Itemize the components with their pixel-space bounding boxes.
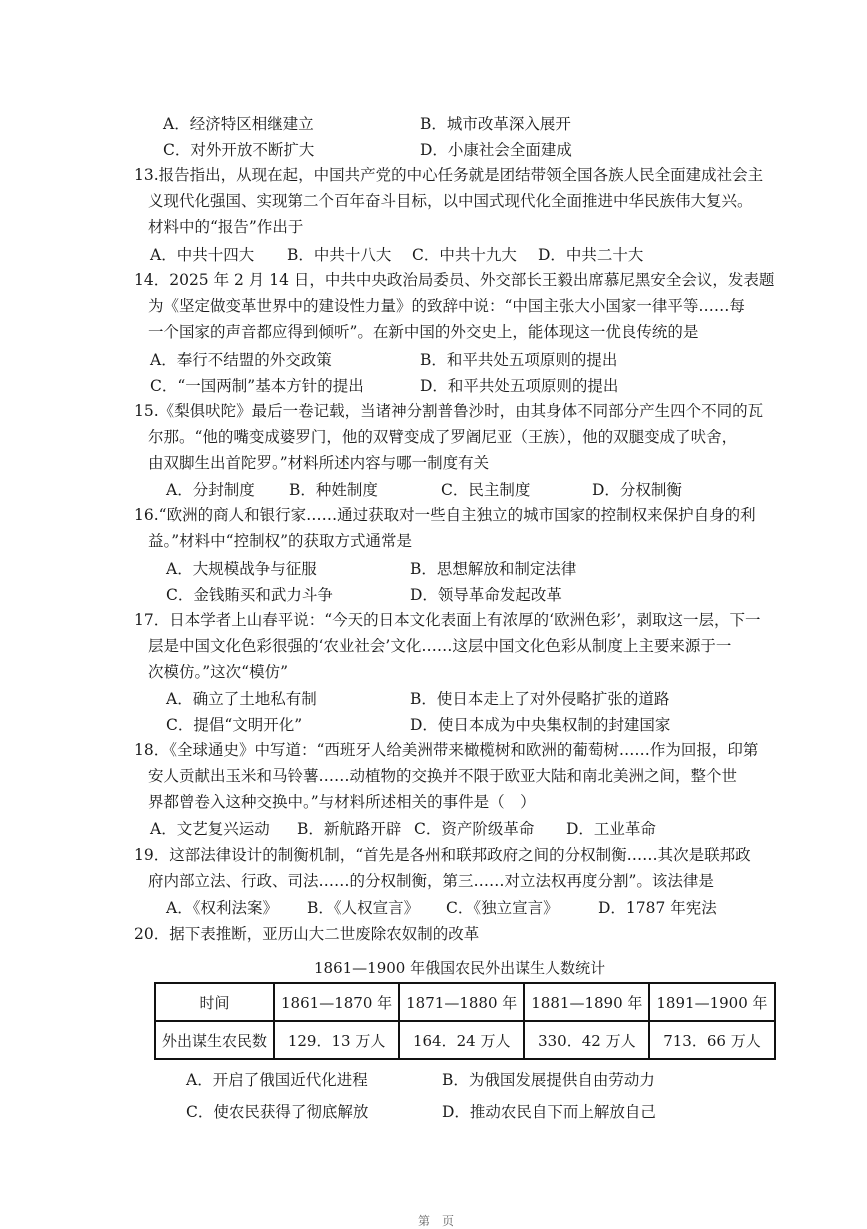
q20-option-c: C．使农民获得了彻底解放 bbox=[186, 1103, 369, 1121]
page-footer: 第 页 bbox=[418, 1214, 455, 1228]
q15-stem-line1: 15.《梨俱吠陀》最后一卷记载，当诸神分割普鲁沙时，由其身体不同部分产生四个不同的瓦 bbox=[134, 402, 764, 420]
q19-stem-line2: 府内部立法、行政、司法……的分权制衡，第三……对立法权再度分割”。该法律是 bbox=[148, 872, 714, 890]
q16-stem-line2: 益。”材料中“控制权”的获取方式通常是 bbox=[148, 532, 413, 550]
q18-stem-line2: 安人贡献出玉米和马铃薯……动植物的交换并不限于欧亚大陆和南北美洲之间，整个世 bbox=[148, 767, 738, 785]
q13-stem-line1: 13.报告指出，从现在起，中国共产党的中心任务就是团结带领全国各族人民全面建成社会主 bbox=[134, 166, 764, 184]
q14-stem-line3: 一个国家的声音都应得到倾听”。在新中国的外交史上，能体现这一优良传统的是 bbox=[148, 323, 699, 341]
q15-option-b: B．种姓制度 bbox=[289, 481, 378, 499]
table-cell: 129．13 万人 bbox=[274, 1021, 399, 1059]
q20-option-d: D．推动农民自下而上解放自己 bbox=[442, 1103, 656, 1121]
table-cell: 330．42 万人 bbox=[524, 1021, 649, 1059]
q19-option-b: B．《人权宣言》 bbox=[307, 899, 420, 917]
q17-option-c: C．提倡“文明开化” bbox=[166, 716, 303, 734]
q18-stem-line3: 界都曾卷入这种交换中。”与材料所述相关的事件是（ ） bbox=[148, 793, 536, 811]
table-header-cell: 1891—1900 年 bbox=[649, 983, 774, 1021]
q13-stem-line3: 材料中的“报告”作出于 bbox=[148, 218, 304, 236]
q17-stem-line2: 层是中国文化色彩很强的‘农业社会’文化……这层中国文化色彩从制度上主要来源于一 bbox=[148, 637, 732, 655]
table-cell: 外出谋生农民数 bbox=[155, 1021, 274, 1059]
q20-option-a: A．开启了俄国近代化进程 bbox=[186, 1071, 368, 1089]
q17-option-a: A．确立了土地私有制 bbox=[166, 690, 317, 708]
q20-option-b: B．为俄国发展提供自由劳动力 bbox=[442, 1071, 655, 1089]
q19-option-c: C．《独立宣言》 bbox=[446, 899, 559, 917]
q17-stem-line3: 次模仿。”这次“模仿” bbox=[148, 663, 289, 681]
prev-option-b: B．城市改革深入展开 bbox=[420, 115, 571, 133]
q15-stem-line2: 尔那。“他的嘴变成婆罗门，他的双臂变成了罗阇尼亚（王族），他的双腿变成了吠舍， bbox=[148, 428, 738, 446]
q14-option-c: C．“一国两制”基本方针的提出 bbox=[150, 377, 364, 395]
table-row bbox=[155, 1021, 775, 1059]
q17-option-d: D．使日本成为中央集权制的封建国家 bbox=[410, 716, 671, 734]
q14-stem-line2: 为《坚定做变革世界中的建设性力量》的致辞中说：“中国主张大小国家一律平等……每 bbox=[148, 297, 745, 315]
q19-option-a: A．《权利法案》 bbox=[166, 899, 278, 917]
q14-option-b: B．和平共处五项原则的提出 bbox=[420, 351, 618, 369]
q14-option-a: A．奉行不结盟的外交政策 bbox=[150, 351, 332, 369]
q18-stem-line1: 18．《全球通史》中写道：“西班牙人给美洲带来橄榄树和欧洲的葡萄树……作为回报，印第 bbox=[134, 741, 759, 759]
table-header-cell: 时间 bbox=[155, 983, 274, 1021]
q16-stem-line1: 16.“欧洲的商人和银行家……通过获取对一些自主独立的城市国家的控制权来保护自身的利 bbox=[134, 506, 756, 524]
q13-option-d: D．中共二十大 bbox=[538, 246, 644, 264]
q13-option-b: B．中共十八大 bbox=[287, 246, 392, 264]
q13-option-c: C．中共十九大 bbox=[412, 246, 517, 264]
table-header-row bbox=[155, 983, 775, 1021]
table-cell: 713．66 万人 bbox=[649, 1021, 774, 1059]
table-cell: 164．24 万人 bbox=[399, 1021, 524, 1059]
q18-option-b: B．新航路开辟 bbox=[297, 820, 402, 838]
table-header-cell: 1871—1880 年 bbox=[399, 983, 524, 1021]
q20-stats-table bbox=[154, 982, 776, 1060]
q17-option-b: B．使日本走上了对外侵略扩张的道路 bbox=[410, 690, 670, 708]
q20-table-title: 1861—1900 年俄国农民外出谋生人数统计 bbox=[314, 959, 606, 977]
q16-option-d: D．领导革命发起改革 bbox=[410, 586, 562, 604]
q16-option-b: B．思想解放和制定法律 bbox=[410, 560, 577, 578]
q19-option-d: D．1787 年宪法 bbox=[598, 899, 717, 917]
prev-option-a: A．经济特区相继建立 bbox=[163, 115, 314, 133]
q19-stem-line1: 19．这部法律设计的制衡机制，“首先是各州和联邦政府之间的分权制衡……其次是联邦政 bbox=[134, 846, 751, 864]
prev-option-c: C．对外开放不断扩大 bbox=[163, 141, 315, 159]
q16-option-c: C．金钱賄买和武力斗争 bbox=[166, 586, 333, 604]
q14-stem-line1: 14．2025 年 2 月 14 日，中共中央政治局委员、外交部长王毅出席慕尼黑安全会议，发表题 bbox=[134, 271, 775, 289]
table-header-cell: 1861—1870 年 bbox=[274, 983, 399, 1021]
q15-option-d: D．分权制衡 bbox=[592, 481, 682, 499]
q15-option-a: A．分封制度 bbox=[166, 481, 255, 499]
q16-option-a: A．大规模战争与征服 bbox=[166, 560, 317, 578]
q15-stem-line3: 由双脚生出首陀罗。”材料所述内容与哪一制度有关 bbox=[148, 454, 490, 472]
q18-option-c: C．资产阶级革命 bbox=[414, 820, 535, 838]
q18-option-d: D．工业革命 bbox=[566, 820, 656, 838]
q13-stem-line2: 义现代化强国、实现第二个百年奋斗目标，以中国式现代化全面推进中华民族伟大复兴。 bbox=[148, 192, 753, 210]
q15-option-c: C．民主制度 bbox=[441, 481, 531, 499]
table-header-cell: 1881—1890 年 bbox=[524, 983, 649, 1021]
q20-stem: 20．据下表推断，亚历山大二世废除农奴制的改革 bbox=[134, 925, 480, 943]
q17-stem-line1: 17．日本学者上山春平说：“今天的日本文化表面上有浓厚的‘欧洲色彩’，剥取这一层，下一 bbox=[134, 611, 761, 629]
q13-option-a: A．中共十四大 bbox=[150, 246, 255, 264]
prev-option-d: D．小康社会全面建成 bbox=[420, 141, 572, 159]
q14-option-d: D．和平共处五项原则的提出 bbox=[420, 377, 619, 395]
q18-option-a: A．文艺复兴运动 bbox=[150, 820, 270, 838]
